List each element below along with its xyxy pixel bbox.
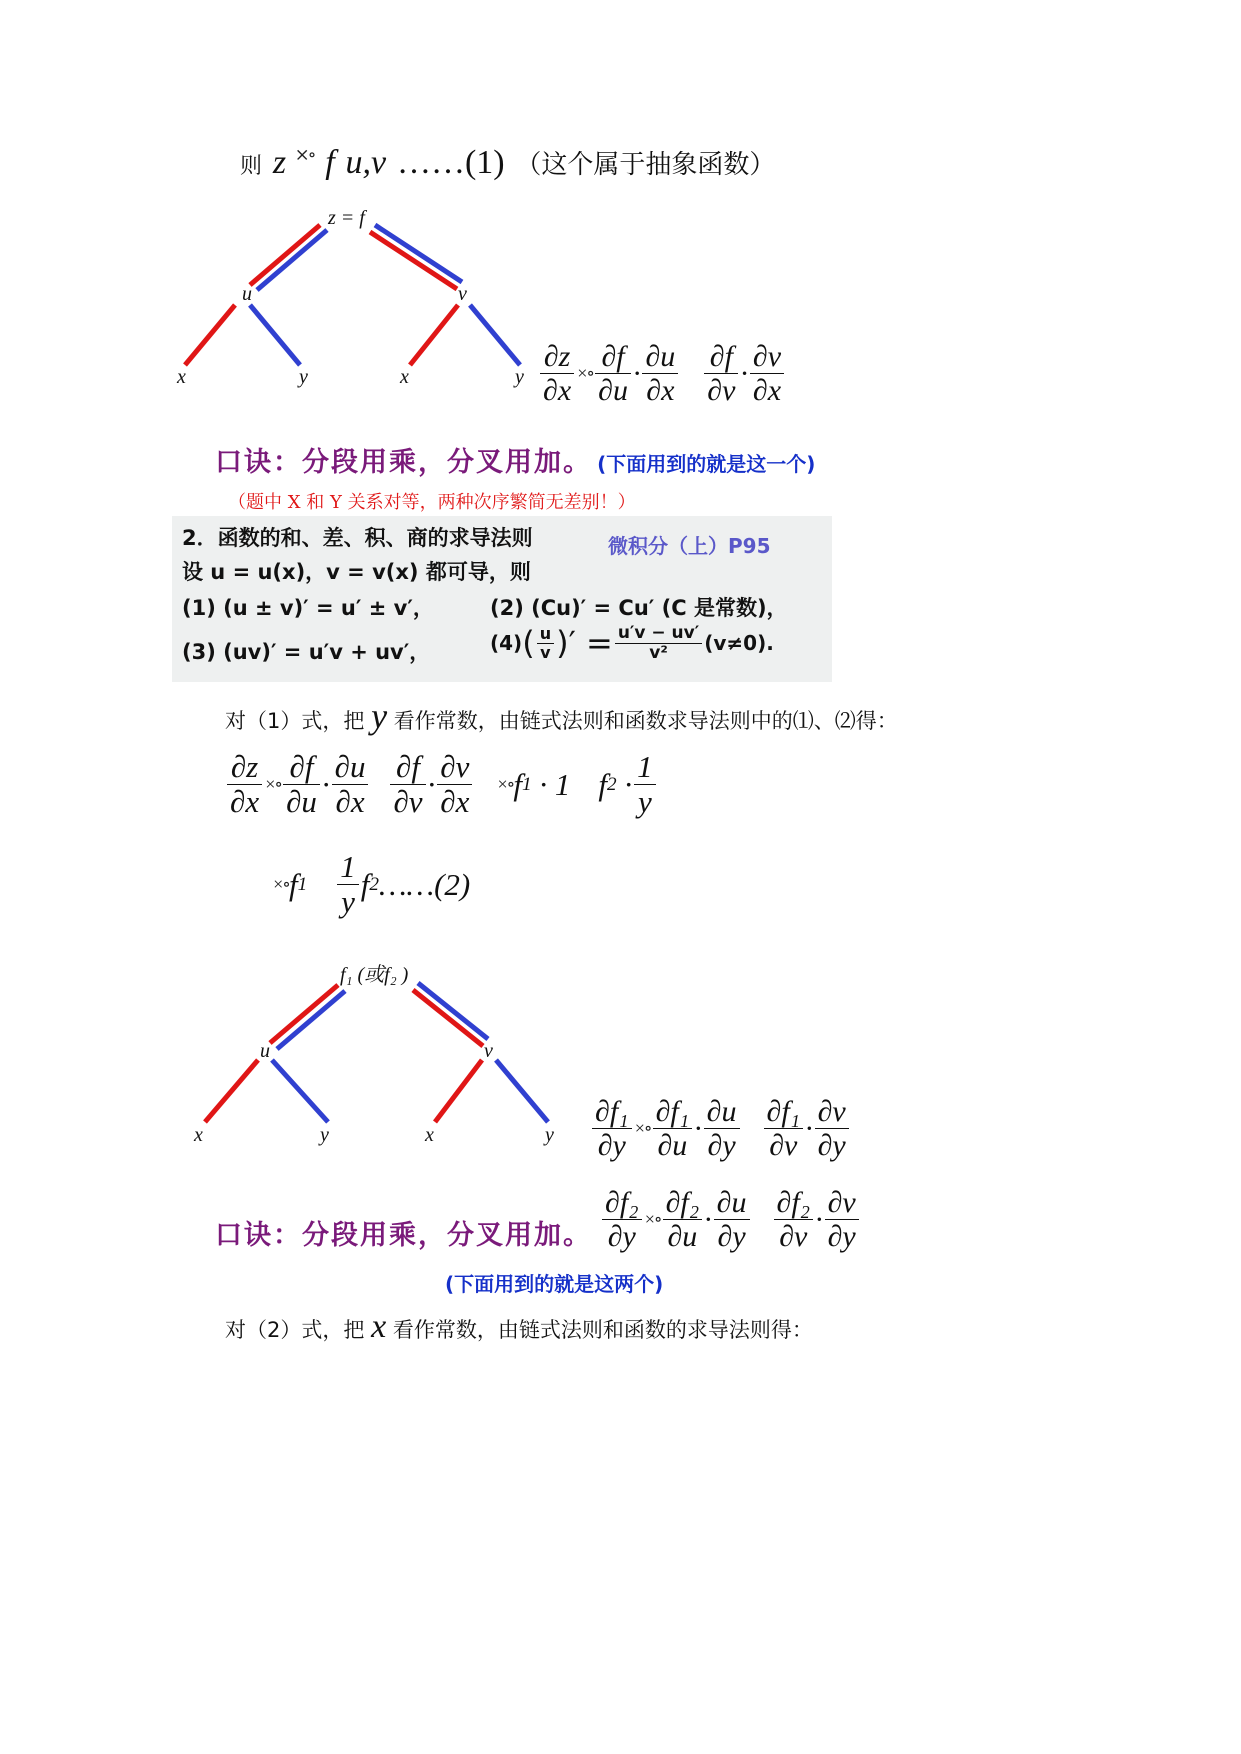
paragraph-1: [225, 695, 898, 737]
para1-b: 看作常数，由链式法则和函数求导法则中的⑴、⑵得：: [393, 709, 898, 733]
eq1-lhs: $\frac{\partial z}{\partial x}$: [540, 340, 574, 407]
tree2-leaf-x1: x: [194, 1124, 203, 1146]
mnemonic1-note: (下面用到的就是这一个): [597, 452, 816, 476]
tree2-edge-u-y: [272, 1060, 328, 1122]
tree1-leaf-y1: y: [299, 366, 308, 388]
garbled-symbol-icon: ×∘: [294, 144, 315, 166]
para1-a: 对（1）式，把: [225, 709, 365, 733]
tree2-leaf-y2: y: [545, 1124, 554, 1146]
textbook-excerpt: [172, 516, 832, 682]
equation-3: ×∘ f 1 $\frac{1}{y}$ f 2 ……(2): [272, 849, 471, 920]
mnemonic1-text: 口诀：分段用乘，分叉用加。: [215, 447, 592, 478]
garbled-symbol-icon: ×∘: [264, 774, 282, 795]
tree2-edge-root-v-red: [413, 990, 483, 1046]
garbled-symbol-icon: ×∘: [496, 774, 514, 795]
paragraph-2: [225, 1308, 813, 1346]
line1-args: u,v: [345, 144, 387, 181]
line1-prefix: 则: [240, 154, 263, 179]
garbled-symbol-icon: ×∘: [633, 1118, 651, 1138]
garbled-symbol-icon: ×∘: [272, 874, 289, 895]
mnemonic2-note: (下面用到的就是这两个): [445, 1272, 664, 1296]
tree1-edge-v-y: [470, 305, 520, 365]
tree1-edge-root-u-red: [250, 225, 320, 285]
line1-f: f: [325, 144, 335, 181]
tree1-edge-u-x: [185, 305, 235, 365]
eq1-t4: $\frac{\partial v}{\partial x}$: [750, 340, 784, 407]
tree2-edge-root-v-blue: [418, 983, 488, 1039]
eq1-t3: $\frac{\partial f}{\partial v}$: [704, 340, 738, 407]
garbled-symbol-icon: ×∘: [576, 363, 594, 383]
tree2-leaf-x2: x: [425, 1124, 434, 1146]
mnemonic2-text: 口诀：分段用乘，分叉用加。: [215, 1220, 592, 1251]
equation-5: $\frac{\text{∂f₂}}{\partial y}$ ×∘ $\frac{\text{∂f₂}}{\partial u}$ · $\frac{\partial u}{\partial y}$ $\frac{\text{∂f₂}}{\partial v}$ · $\frac{\partial v}{\partial y}$: [600, 1186, 861, 1253]
textbook-rule1: (1) (u ± v)′ = u′ ± v′，: [182, 596, 434, 620]
mnemonic-1: [215, 440, 815, 479]
tree2-root: f₁ (或f₂ ): [340, 964, 409, 986]
tree1-root: z = f: [328, 207, 365, 229]
textbook-rule4: (4) ( $\frac{u}{v}$ )′ = $\frac{u'v - uv'}{\text{v²}}$ (v≠0).: [490, 623, 774, 663]
tree1-node-v: v: [458, 283, 467, 305]
tree2-edge-v-x: [435, 1060, 482, 1122]
tree-diagram-1: [170, 200, 550, 400]
tree2-node-v: v: [484, 1040, 493, 1062]
tree1-leaf-x1: x: [177, 366, 186, 388]
tree2-edge-root-u-red: [270, 985, 338, 1043]
tree1-leaf-y2: y: [515, 366, 524, 388]
tree-diagram-2: [190, 965, 570, 1150]
para2-b: 看作常数，由链式法则和函数的求导法则得：: [392, 1318, 813, 1342]
eq1-t1: $\frac{\partial f}{\partial u}$: [595, 340, 631, 407]
tree1-edge-root-v-red: [370, 232, 457, 289]
tree1-edge-v-x: [410, 305, 458, 365]
textbook-rule2: (2) (Cu)′ = Cu′ (C 是常数)，: [490, 596, 788, 620]
tree2-edge-u-x: [205, 1060, 258, 1122]
equation-1: $\frac{\partial z}{\partial x}$ ×∘ $\frac{\partial f}{\partial u}$ · $\frac{\partial u}{\partial x}$ $\frac{\partial f}{\partial v}$ · $\frac{\partial v}{\partial x}$: [538, 340, 786, 407]
para1-var: y: [371, 696, 388, 736]
tree1-edge-root-v-blue: [375, 225, 462, 282]
equation-4: $\frac{\text{∂f₁}}{\partial y}$ ×∘ $\frac{\text{∂f₁}}{\partial u}$ · $\frac{\partial u}{\partial y}$ $\frac{\text{∂f₁}}{\partial v}$ · $\frac{\partial v}{\partial y}$: [590, 1095, 851, 1162]
line1: [240, 142, 775, 192]
eq1-t2: $\frac{\partial u}{\partial x}$: [642, 340, 678, 407]
tree1-node-u: u: [242, 283, 252, 305]
garbled-symbol-icon: ×∘: [643, 1209, 661, 1229]
textbook-line2: 设 u = u(x)，v = v(x) 都可导，则: [182, 560, 531, 584]
line1-dots: ……(1): [396, 144, 505, 181]
textbook-rule3: (3) (uv)′ = u′v + uv′，: [182, 640, 431, 664]
tree2-node-u: u: [260, 1040, 270, 1062]
textbook-reference: 微积分（上）P95: [608, 534, 771, 558]
textbook-heading: 2．函数的和、差、积、商的求导法则: [182, 526, 533, 550]
tree1-edge-root-u-blue: [257, 230, 327, 290]
red-note: （题中 X 和 Y 关系对等，两种次序繁简无差别！）: [228, 492, 636, 513]
tree2-leaf-y1: y: [320, 1124, 329, 1146]
equation-2: $\frac{\partial z}{\partial x}$ ×∘ $\frac{\partial f}{\partial u}$ · $\frac{\partial u}{\partial x}$ $\frac{\partial f}{\partial v}$ · $\frac{\partial v}{\partial x}$ ×∘ f 1 · 1 f 2 · $\frac{1}{y}$: [225, 750, 658, 819]
para2-a: 对（2）式，把: [225, 1318, 365, 1342]
tree2-edge-root-u-blue: [277, 991, 345, 1049]
line1-z: z: [272, 144, 295, 181]
tree2-edge-v-y: [496, 1060, 548, 1122]
tree1-edge-u-y: [250, 305, 300, 365]
para2-var: x: [371, 1308, 387, 1345]
line1-note: （这个属于抽象函数）: [515, 150, 776, 180]
tree1-leaf-x2: x: [400, 366, 409, 388]
